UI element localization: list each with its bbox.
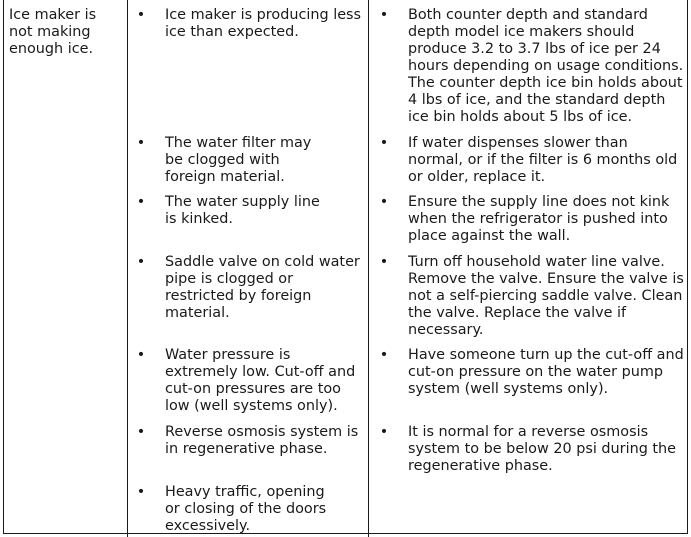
cause-text: Water pressure is extremely low. Cut-off and cut-on pressures are too low (well systems only). xyxy=(165,347,356,414)
bullet-icon: • xyxy=(136,194,146,210)
cause-text: The water supply line is kinked. xyxy=(165,194,320,227)
bullet-icon: • xyxy=(136,7,146,23)
bullet-icon: • xyxy=(136,424,146,440)
bullet-icon: • xyxy=(379,135,389,151)
bullet-icon: • xyxy=(379,254,389,270)
bullet-icon: • xyxy=(136,347,146,363)
solution-text: Ensure the supply line does not kink when the refrigerator is pushed into place against the wall. xyxy=(408,194,670,244)
solution-text: It is normal for a reverse osmosis system to be below 20 psi during the regenerative phase. xyxy=(408,424,677,474)
bullet-icon: • xyxy=(136,484,146,500)
cause-text: Saddle valve on cold water pipe is clogged or restricted by foreign material. xyxy=(165,254,360,321)
bullet-icon: • xyxy=(379,7,389,23)
column-divider-1 xyxy=(127,0,128,537)
cause-text: Reverse osmosis system is in regenerative phase. xyxy=(165,424,359,457)
cause-text: Ice maker is producing less ice than expected. xyxy=(165,7,362,40)
solution-text: Turn off household water line valve. Remove the valve. Ensure the valve is not a self-piercing saddle valve. Clean the valve. Replace the valve if necessary. xyxy=(408,254,684,338)
symptom-cell: Ice maker is not making enough ice. xyxy=(9,7,97,57)
cause-text: Heavy traffic, opening or closing of the doors excessively. xyxy=(165,484,327,534)
cause-text: The water filter may be clogged with foreign material. xyxy=(165,135,312,185)
solution-text: If water dispenses slower than normal, or if the filter is 6 months old or older, replace it. xyxy=(408,135,678,185)
bullet-icon: • xyxy=(379,194,389,210)
column-divider-2 xyxy=(368,0,369,537)
solution-text: Have someone turn up the cut-off and cut-on pressure on the water pump system (well systems only). xyxy=(408,347,684,397)
bullet-icon: • xyxy=(136,135,146,151)
bullet-icon: • xyxy=(379,424,389,440)
solution-text: Both counter depth and standard depth model ice makers should produce 3.2 to 3.7 lbs of ice per 24 hours depending on usage conditions. The counter depth ice bin holds about 4 lbs of ice, and the standard depth ice bin holds about 5 lbs of ice. xyxy=(408,7,684,125)
bullet-icon: • xyxy=(379,347,389,363)
bullet-icon: • xyxy=(136,254,146,270)
